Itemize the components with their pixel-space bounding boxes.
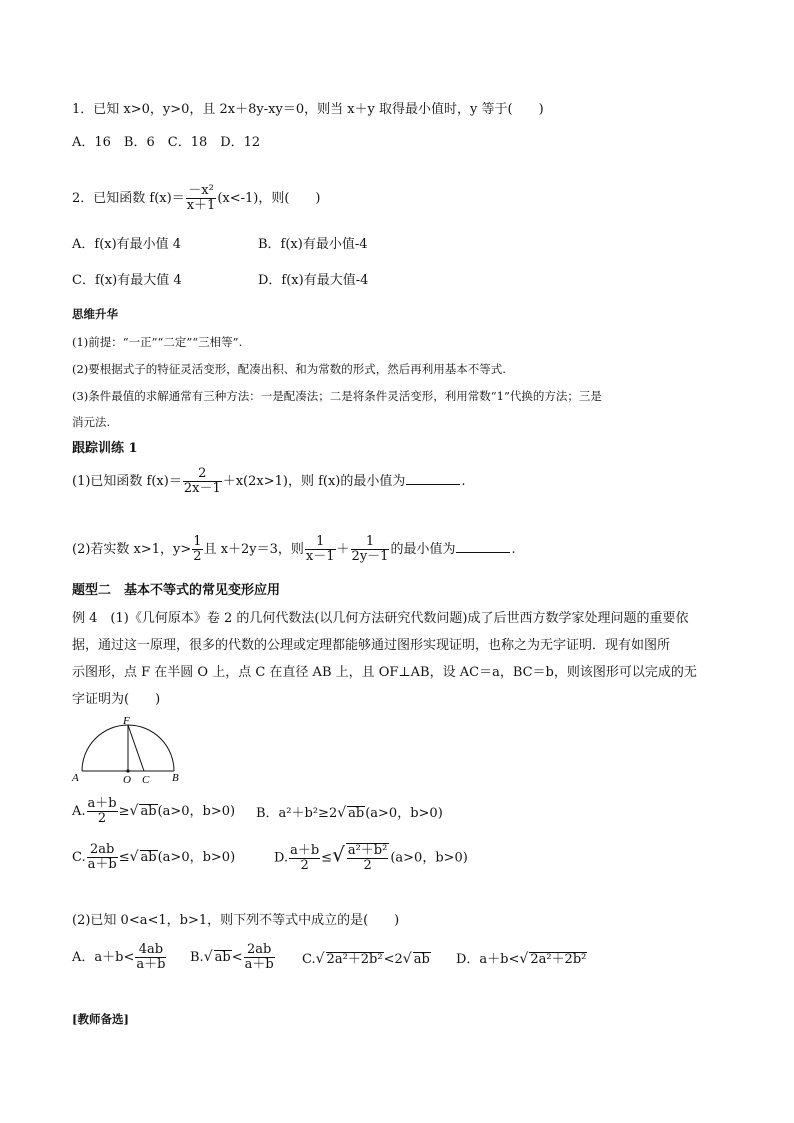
thinking-point-1: (1)前提：“一正”“二定”“三相等”.: [72, 335, 243, 349]
q2-suffix: (x<-1)，则( ): [217, 191, 321, 206]
ex4-a-denominator: 2: [97, 811, 107, 826]
t1-fraction: [183, 467, 222, 496]
t2-prefix: (2)若实数 x>1，y>: [72, 542, 192, 557]
sqrt-icon: √: [315, 951, 325, 967]
ex4-2-a-prefix: A．a＋b<: [72, 950, 135, 965]
q2-option-c: C．f(x)有最大值 4: [72, 273, 182, 288]
sqrt-icon: √: [332, 842, 345, 867]
training-title: 跟踪训练 1: [72, 441, 138, 456]
ex4-b-radicand: ab: [348, 806, 365, 821]
ex4-option-b: [256, 805, 443, 822]
t1-end: .: [461, 474, 466, 489]
training-item-1: [72, 467, 466, 496]
ex4-a-numerator: a＋b: [87, 796, 117, 811]
semicircle-figure: [68, 715, 186, 785]
t2-f2-denominator: 2y－1: [351, 549, 389, 564]
ex4-d-relation: ≤: [321, 850, 333, 866]
segment-fc: [128, 725, 144, 771]
ex4-c-condition: (a>0，b>0): [157, 850, 236, 865]
t2-half-fraction: [192, 535, 202, 564]
ex4-2-option-c: [302, 951, 431, 968]
ex4-d-radical-fraction: [346, 843, 390, 873]
ex4-c-numerator: 2ab: [87, 843, 118, 858]
t2-f2-numerator: 1: [351, 535, 390, 550]
label-a: A: [72, 772, 79, 784]
ex4-line-1: 例 4 (1)《几何原本》卷 2 的几何代数法(以几何方法研究代数问题)成了后世西方数学家处理问题的重要依: [72, 611, 689, 626]
t2-end: .: [511, 542, 516, 557]
ex4-2-a-denominator: a＋b: [136, 957, 166, 972]
label-o: O: [123, 774, 131, 785]
label-c: C: [142, 774, 150, 785]
q2-option-d: D．f(x)有最大值-4: [258, 273, 369, 288]
t1-denominator: 2x－1: [183, 481, 221, 496]
t1-answer-blank[interactable]: [406, 473, 460, 485]
ex4-d-condition: (a>0，b>0): [390, 850, 468, 866]
t2-answer-blank[interactable]: [456, 541, 510, 553]
ex4-2-b-numerator: 2ab: [244, 943, 275, 958]
ex4-2-b-radicand: ab: [214, 950, 231, 965]
ex4-line-2: 据，通过这一原理，很多的代数的公理或定理都能够通过图形实现证明，也称之为无字证明．现有如图所: [72, 638, 671, 653]
thinking-title: 思维升华: [72, 307, 118, 321]
ex4-d-label: D.: [274, 850, 289, 866]
ex4-a-relation: ≥: [118, 804, 130, 819]
ex4-2-b-fraction: [244, 943, 275, 972]
ex4-2-b-prefix: B.: [190, 950, 204, 965]
ex4-option-d: [274, 843, 468, 873]
t2-mid: 且 x＋2y＝3，则: [203, 542, 304, 557]
ex4-option-c: [72, 843, 235, 872]
type2-heading: 题型二 基本不等式的常见变形应用: [72, 583, 281, 598]
sqrt-icon: √: [519, 951, 529, 967]
ex4-2-c-relation: <2: [383, 952, 403, 967]
t2-half-numerator: 1: [193, 534, 202, 549]
ex4-a-condition: (a>0，b>0): [157, 804, 236, 819]
ex4-2-c-radicand-2: ab: [413, 952, 430, 967]
ex4-2-option-d: [456, 951, 587, 968]
label-b: B: [172, 772, 179, 784]
ex4-line-4: 字证明为( ): [72, 692, 161, 707]
ex4-2-option-b: [190, 943, 276, 972]
ex4-2-a-fraction: [135, 943, 166, 972]
q1-stem: 1．已知 x>0，y>0，且 2x＋8y-xy＝0，则当 x＋y 取得最小值时，y 等于( ): [72, 102, 544, 117]
teacher-reserve-label: [教师备选]: [72, 1012, 129, 1026]
ex4-c-relation: ≤: [118, 850, 130, 865]
t1-numerator: 2: [183, 467, 222, 482]
ex4-d-radical-denominator: 2: [363, 858, 372, 873]
sqrt-icon: √: [402, 951, 412, 967]
q2-fraction: [186, 184, 217, 213]
ex4-d-numerator: a＋b: [290, 842, 320, 858]
ex4-2-a-numerator: 4ab: [135, 943, 166, 958]
ex4-a-radicand: ab: [140, 804, 157, 819]
ex4-2-stem: (2)已知 0<a<1，b>1，则下列不等式中成立的是( ): [72, 913, 400, 928]
q2-option-a: A．f(x)有最小值 4: [72, 237, 182, 252]
ex4-b-condition: (a>0，b>0): [365, 806, 443, 821]
ex4-2-d-radicand: 2a²＋2b²: [530, 952, 587, 967]
q2-numerator: －x²: [186, 184, 217, 199]
sqrt-icon: √: [337, 805, 347, 821]
q1-options: A．16 B．6 C．18 D．12: [72, 135, 261, 150]
ex4-2-d-prefix: D．a＋b<: [456, 952, 520, 967]
ex4-2-b-denominator: a＋b: [244, 957, 274, 972]
ex4-d-radical-numerator: a²＋b²: [347, 843, 388, 858]
ex4-a-fraction: [87, 797, 118, 826]
q2-prefix: 2．已知函数 f(x)＝: [72, 191, 185, 206]
point-o: [126, 769, 129, 772]
sqrt-icon: √: [129, 849, 139, 865]
training-item-2: [72, 535, 516, 564]
ex4-c-denominator: a＋b: [87, 857, 117, 872]
thinking-point-3-cont: 消元法.: [72, 415, 111, 429]
t2-half-denominator: 2: [193, 549, 202, 564]
ex4-2-b-relation: <: [231, 950, 243, 965]
ex4-a-label: A.: [72, 804, 86, 819]
ex4-b-label: B．a²＋b²≥2: [256, 806, 338, 821]
q2-stem: [72, 184, 321, 213]
thinking-point-2: (2)要根据式子的特征灵活变形，配凑出积、和为常数的形式，然后再利用基本不等式.: [72, 362, 506, 376]
ex4-c-radicand: ab: [140, 850, 157, 865]
ex4-d-fraction: [289, 844, 320, 873]
ex4-line-3: 示图形，点 F 在半圆 O 上，点 C 在直径 AB 上，且 OF⊥AB，设 AC＝a，BC＝b，则该图形可以完成的无: [72, 665, 697, 680]
t2-plus: ＋: [336, 542, 350, 557]
thinking-point-3: (3)条件最值的求解通常有三种方法：一是配凑法；二是将条件灵活变形，利用常数“1”代换的方法；三是: [72, 389, 602, 403]
ex4-d-denominator: 2: [300, 857, 309, 873]
ex4-2-option-a: [72, 943, 167, 972]
t2-fraction-2: [351, 535, 390, 564]
ex4-option-a: [72, 797, 235, 826]
t2-f1-numerator: 1: [305, 535, 336, 550]
label-f: F: [123, 715, 130, 727]
t2-f1-denominator: x－1: [305, 549, 335, 564]
sqrt-icon: √: [203, 949, 213, 965]
ex4-c-fraction: [87, 843, 118, 872]
q2-denominator: x＋1: [186, 198, 216, 213]
t1-prefix: (1)已知函数 f(x)＝: [72, 474, 182, 489]
t1-mid: ＋x(2x>1)，则 f(x)的最小值为: [222, 474, 406, 489]
t2-tail: 的最小值为: [390, 542, 456, 557]
ex4-2-c-radicand-1: 2a²＋2b²: [326, 952, 383, 967]
t2-fraction-1: [305, 535, 336, 564]
ex4-2-c-prefix: C.: [302, 952, 316, 967]
ex4-c-label: C.: [72, 850, 86, 865]
sqrt-icon: √: [129, 803, 139, 819]
q2-option-b: B．f(x)有最小值-4: [258, 237, 368, 252]
